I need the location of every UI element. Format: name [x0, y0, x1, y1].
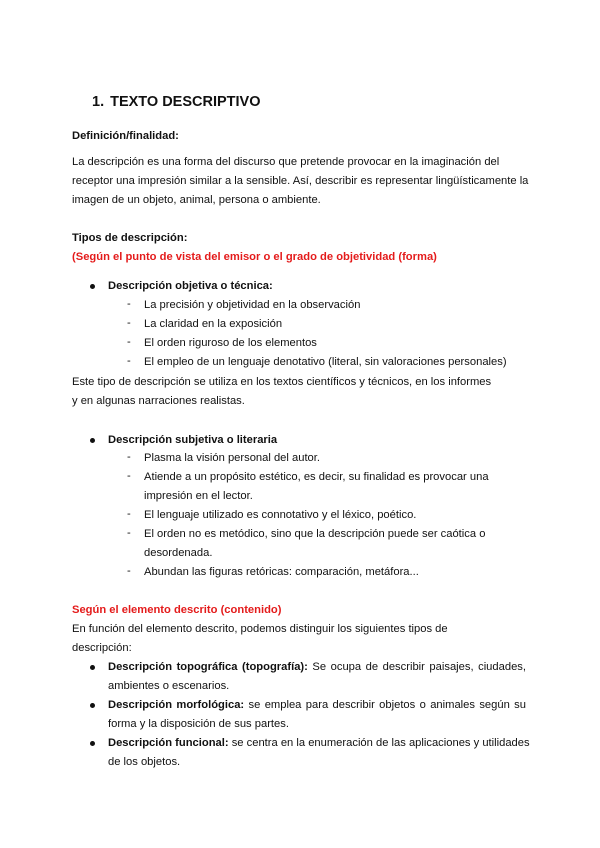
bullet-icon [90, 284, 95, 289]
subjective-item-2b: impresión en el lector. [144, 490, 253, 502]
element-intro-1: En función del elemento descrito, podemos distinguir los siguientes tipos de [72, 623, 448, 635]
functional-term: Descripción funcional: [108, 737, 229, 749]
element-intro-2: descripción: [72, 642, 132, 654]
topographic-desc: Se ocupa de describir paisajes, ciudades, [312, 661, 526, 673]
bullet-icon [90, 665, 95, 670]
section-heading [92, 94, 261, 110]
subjective-item-4a: El orden no es metódico, sino que la descripción puede ser caótica o [144, 528, 486, 540]
morphological-desc: se emplea para describir objetos o animales según su [248, 699, 526, 711]
element-criterion: Según el elemento descrito (contenido) [72, 604, 282, 616]
heading-number: 1. [92, 94, 105, 110]
functional-desc: se centra en la enumeración de las aplicaciones y utilidades [231, 737, 530, 749]
objective-note-line-2: y en algunas narraciones realistas. [72, 395, 245, 407]
objective-item-3: El orden riguroso de los elementos [144, 337, 317, 349]
functional-line-2: de los objetos. [108, 756, 181, 768]
morphological-line-2: forma y la disposición de sus partes. [108, 718, 289, 730]
topographic-line-2: ambientes o escenarios. [108, 680, 230, 692]
dash-icon: - [127, 527, 131, 539]
dash-icon: - [127, 508, 131, 520]
definition-line-1: La descripción es una forma del discurso que pretende provocar en la imaginación del [72, 156, 500, 168]
objective-item-2: La claridad en la exposición [144, 318, 283, 330]
subjective-item-4b: desordenada. [144, 547, 213, 559]
subjective-item-1: Plasma la visión personal del autor. [144, 452, 320, 464]
types-label: Tipos de descripción: [72, 232, 188, 244]
objective-title: Descripción objetiva o técnica: [108, 280, 273, 292]
dash-icon: - [127, 298, 131, 310]
dash-icon: - [127, 336, 131, 348]
bullet-icon [90, 741, 95, 746]
definition-label: Definición/finalidad: [72, 130, 179, 142]
subjective-item-5: Abundan las figuras retóricas: comparación, metáfora... [144, 566, 419, 578]
objective-note-line-1: Este tipo de descripción se utiliza en los textos científicos y técnicos, en los informes [72, 376, 492, 388]
dash-icon: - [127, 317, 131, 329]
topographic-term: Descripción topográfica (topografía): [108, 661, 308, 673]
dash-icon: - [127, 470, 131, 482]
subjective-item-2a: Atiende a un propósito estético, es decir, su finalidad es provocar una [144, 471, 489, 483]
types-criterion-1: (Según el punto de vista del emisor o el grado de objetividad (forma) [72, 251, 437, 263]
objective-item-4: El empleo de un lenguaje denotativo (literal, sin valoraciones personales) [144, 356, 507, 368]
dash-icon: - [127, 565, 131, 577]
functional-line-1 [108, 734, 530, 753]
definition-line-3: imagen de un objeto, animal, persona o ambiente. [72, 194, 321, 206]
heading-title: TEXTO DESCRIPTIVO [110, 94, 261, 110]
bullet-icon [90, 438, 95, 443]
objective-item-1: La precisión y objetividad en la observación [144, 299, 361, 311]
morphological-line-1 [108, 696, 526, 715]
dash-icon: - [127, 355, 131, 367]
definition-line-2: receptor una impresión similar a la sensible. Así, describir es representar lingüísticamente la [72, 175, 529, 187]
subjective-item-3: El lenguaje utilizado es connotativo y el léxico, poético. [144, 509, 417, 521]
subjective-title: Descripción subjetiva o literaria [108, 434, 278, 446]
morphological-term: Descripción morfológica: [108, 699, 245, 711]
bullet-icon [90, 703, 95, 708]
topographic-line-1 [108, 658, 526, 677]
dash-icon: - [127, 451, 131, 463]
